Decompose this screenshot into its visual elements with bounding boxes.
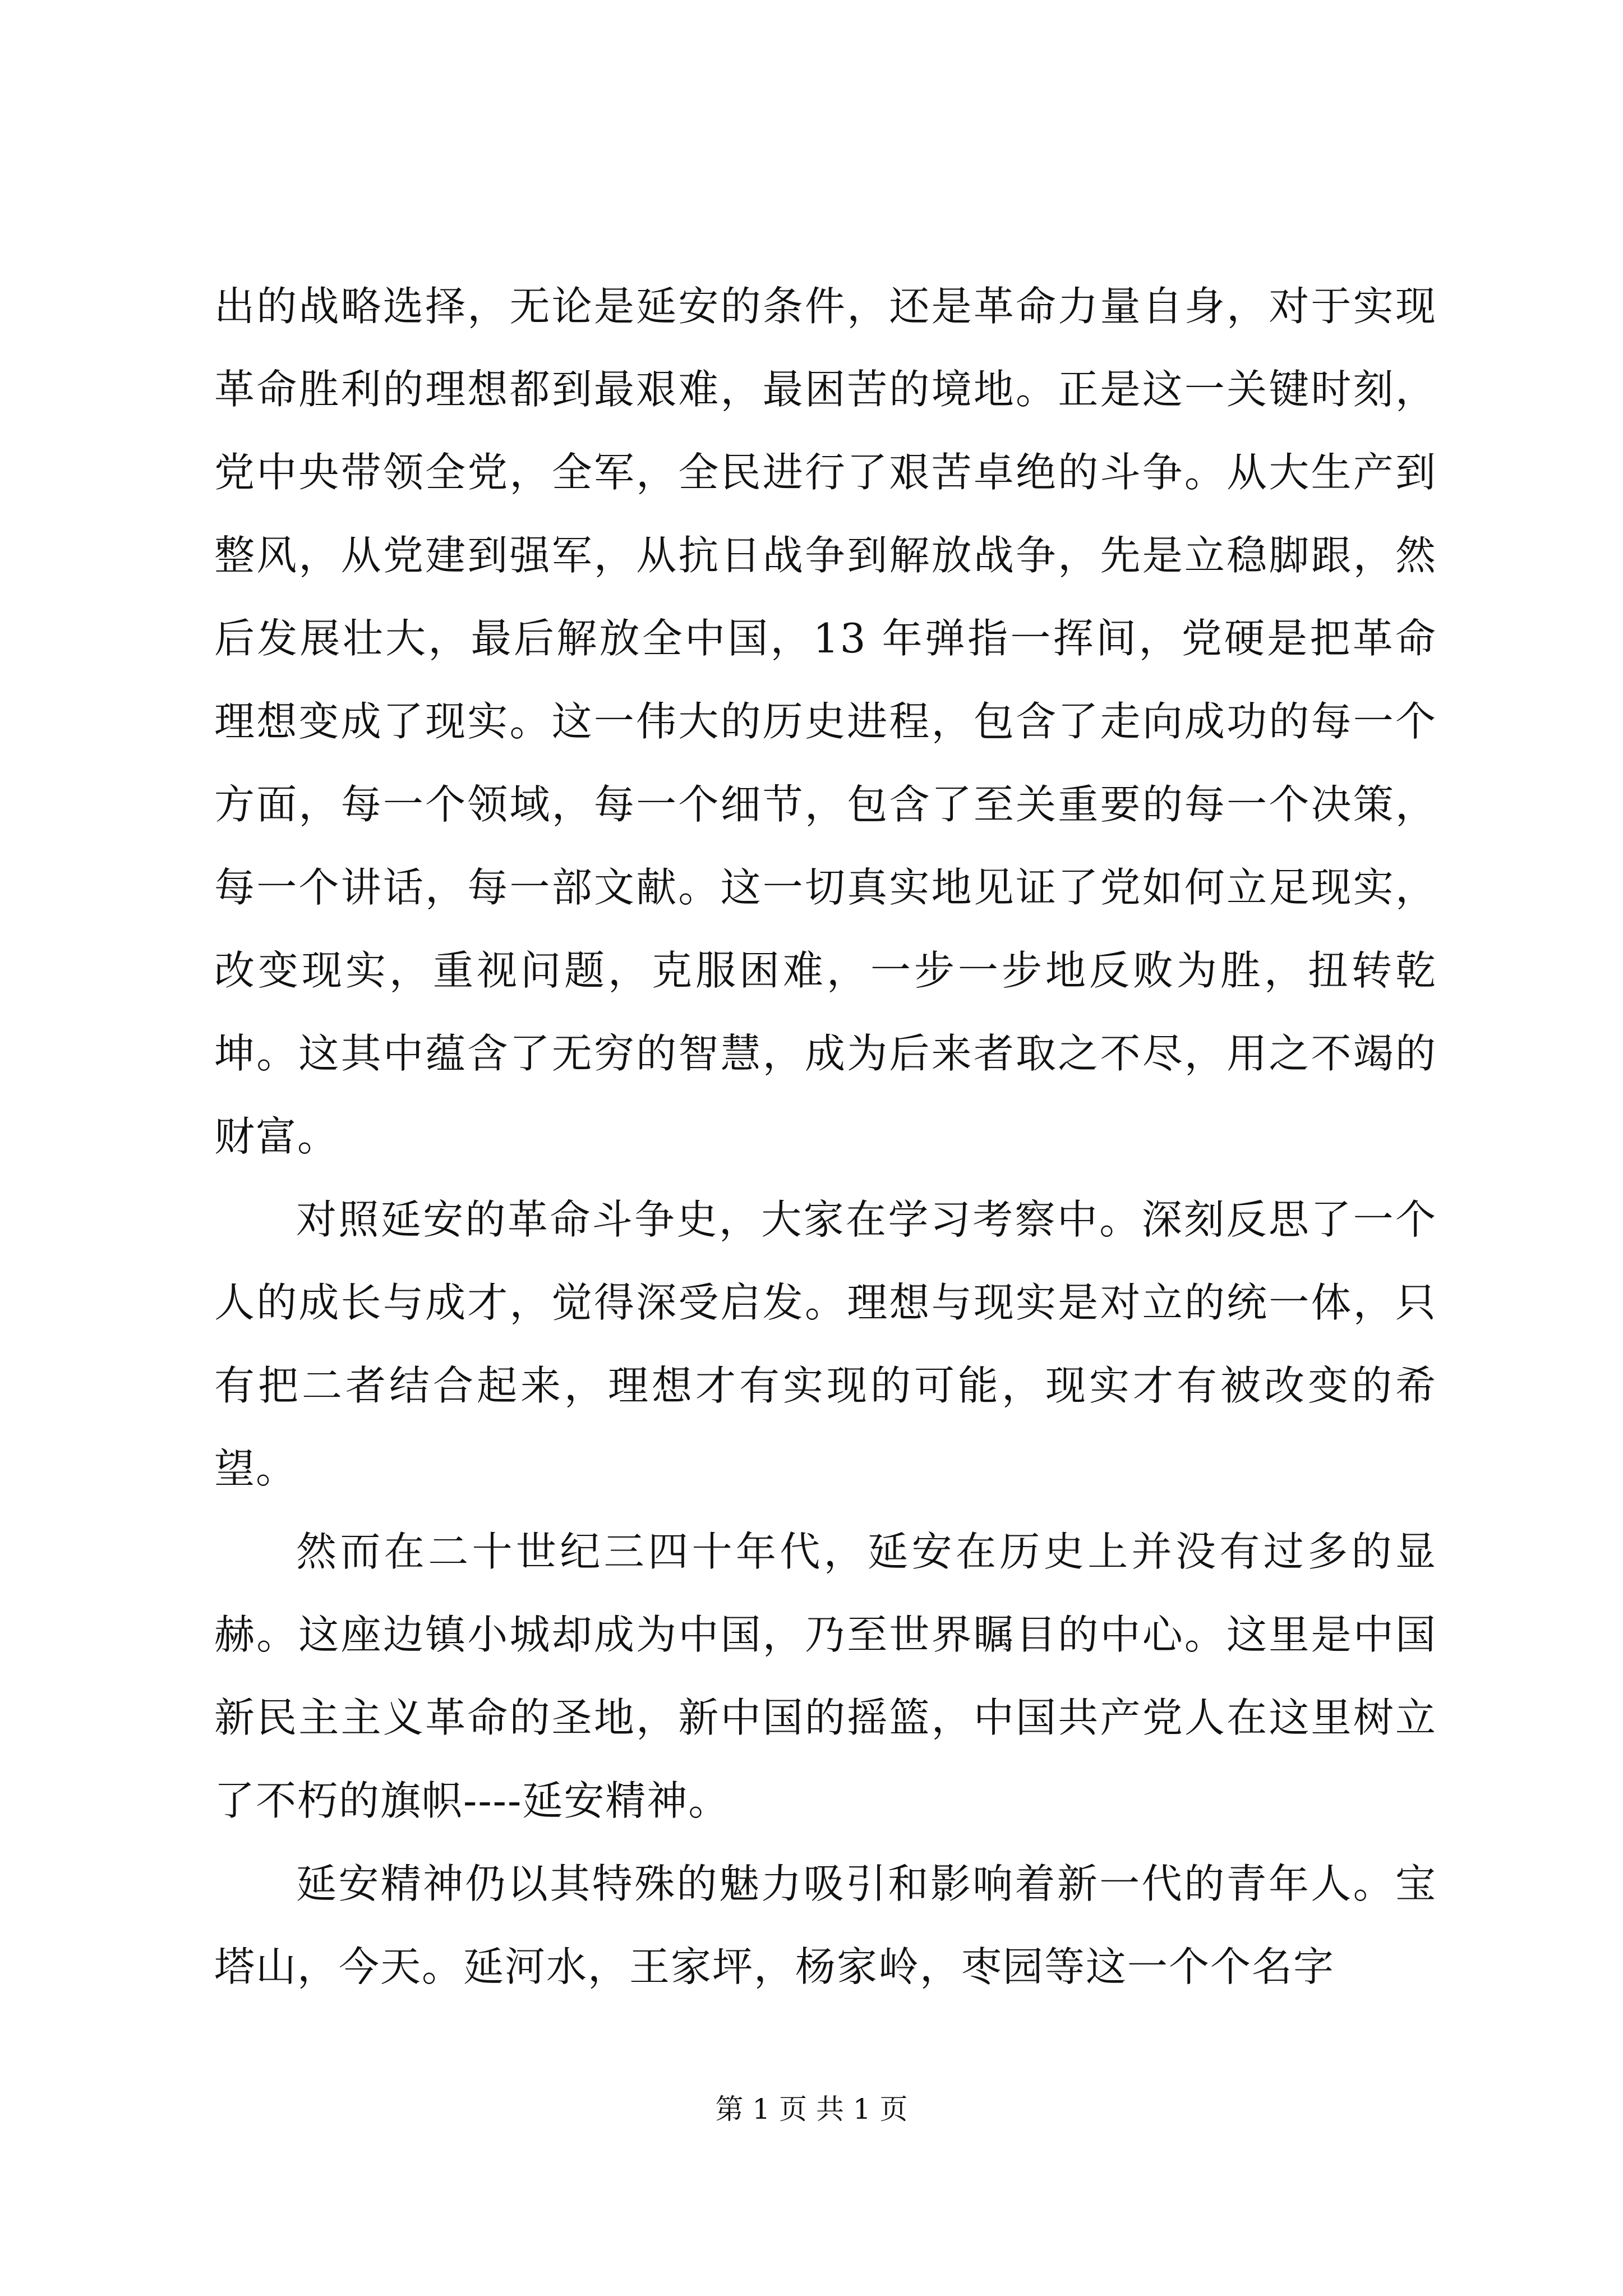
paragraph-4: 延安精神仍以其特殊的魅力吸引和影响着新一代的青年人。宝塔山，今天。延河水，王家坪，杨家岭，枣园等这一个个名字 — [214, 1860, 1437, 1990]
document-body — [214, 265, 1437, 2008]
page-footer: 第 1 页 共 1 页 — [715, 2093, 908, 2125]
paragraph-2: 对照延安的革命斗争史，大家在学习考察中。深刻反思了一个人的成长与成才，觉得深受启发。理想与现实是对立的统一体，只有把二者结合起来，理想才有实现的可能，现实才有被改变的希望。 — [214, 1196, 1437, 1492]
paragraph-3: 然而在二十世纪三四十年代，延安在历史上并没有过多的显赫。这座边镇小城却成为中国，乃至世界瞩目的中心。这里是中国新民主主义革命的圣地，新中国的摇篮，中国共产党人在这里树立了不朽的旗帜----延安精神。 — [214, 1528, 1437, 1824]
paragraph-1: 出的战略选择，无论是延安的条件，还是革命力量自身，对于实现革命胜利的理想都到最艰难，最困苦的境地。正是这一关键时刻，党中央带领全党，全军，全民进行了艰苦卓绝的斗争。从大生产到整风，从党建到强军，从抗日战争到解放战争，先是立稳脚跟，然后发展壮大，最后解放全中国，13 年弹指一挥间，党硬是把革命理想变成了现实。这一伟大的历史进程，包含了走向成功的每一个方面，每一个领域，每一个细节，包含了至关重要的每一个决策，每一个讲话，每一部文献。这一切真实地见证了党如何立足现实，改变现实，重视问题，克服困难，一步一步地反败为胜，扭转乾坤。这其中蕴含了无穷的智慧，成为后来者取之不尽，用之不竭的财富。 — [214, 283, 1437, 1160]
